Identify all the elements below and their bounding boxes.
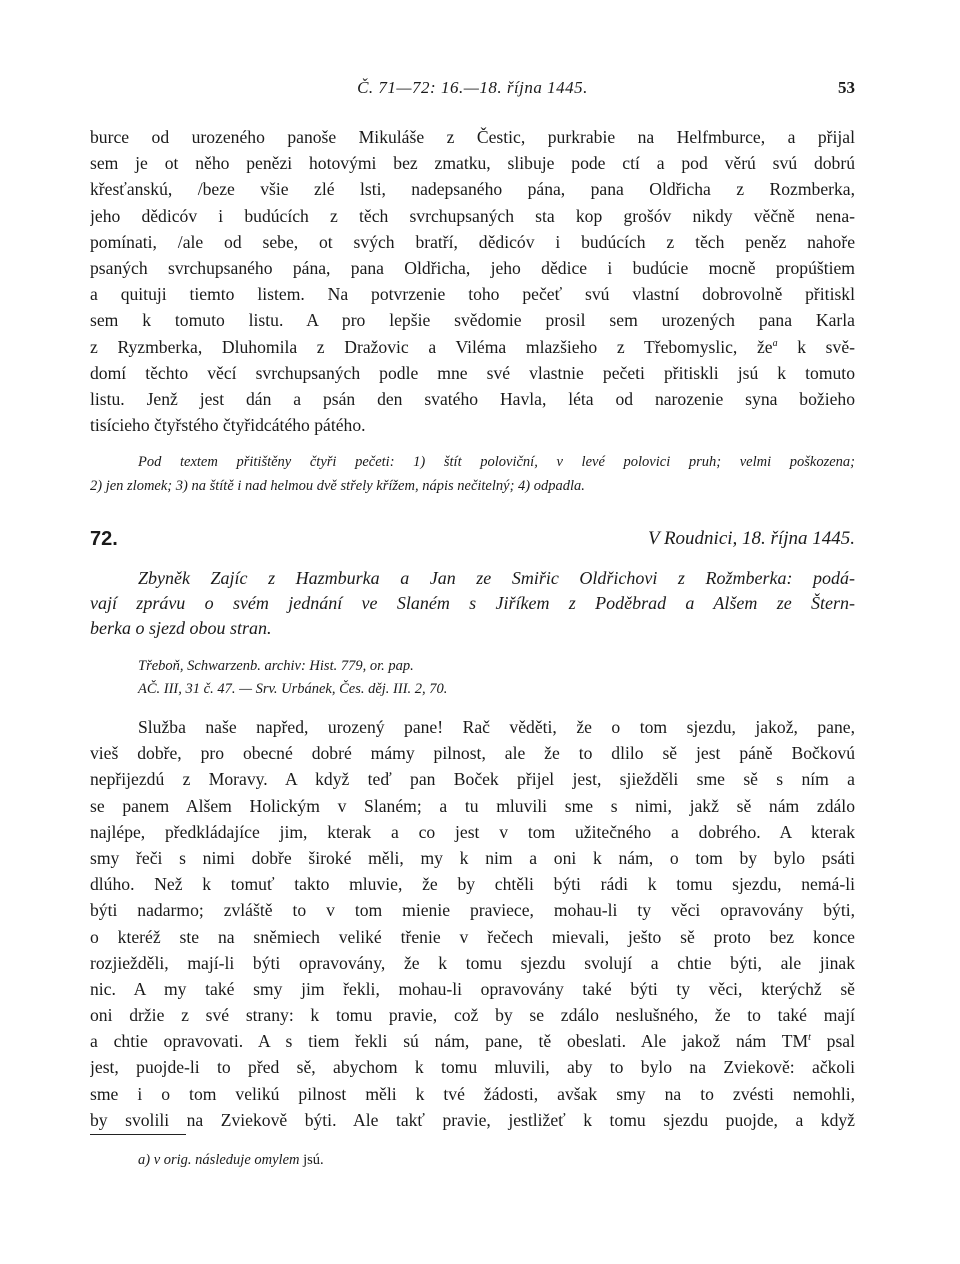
text-line: najlépe, předkládajíce jim, kterak a co jest v tom užitečného a dobrého. A kterak bbox=[90, 821, 855, 842]
footnote-word: jsú. bbox=[303, 1152, 324, 1168]
text-line: jeho dědicóv i budúcích z těch svrchupsaných sta kop grošóv nikdy věčně nena- bbox=[90, 205, 855, 226]
text-line: pomínati, /ale od sebe, ot svých bratří, dědicóv i budúcích z těch peněz nahoře bbox=[90, 231, 855, 252]
footnote-ref: a bbox=[772, 337, 778, 349]
text-segment: z Ryzmberka, Dluhomila z Dražovic a Viléma mlazšieho z Třebomyslic, že bbox=[90, 336, 773, 357]
seal-note-line: Pod textem přitištěny čtyři pečeti: 1) štít poloviční, v levé polovici pruh; velmi poškozena; bbox=[138, 454, 855, 470]
running-head-title: Č. 71—72: 16.—18. října 1445. bbox=[357, 78, 588, 97]
text-line: oni držie z své strany: k tomu pravie, což by se zdálo neslušného, že to také mají bbox=[90, 1005, 855, 1026]
superscript: t bbox=[808, 1032, 811, 1044]
text-line-with-note bbox=[90, 334, 855, 360]
text-line: jest, puojde-li to před sě, abychom k tomu mluvili, aby to bylo na Zviekově: ačkoli bbox=[90, 1057, 855, 1078]
previous-document-text bbox=[90, 124, 855, 438]
text-line: burce od urozeného panoše Mikuláše z Čestic, purkrabie na Helfmburce, a přijal bbox=[90, 127, 855, 147]
text-line-with-note bbox=[90, 1028, 855, 1054]
footnote-divider bbox=[90, 1134, 186, 1135]
document-text bbox=[90, 714, 855, 1133]
text-line: Služba naše napřed, urozený pane! Rač věděti, že o tom sjezdu, jakož, pane, bbox=[138, 717, 855, 737]
text-line: psaných svrchupsaného pána, pana Oldřicha, jeho dědice i budúcie mocně propúštiem bbox=[90, 257, 855, 278]
text-line: tisícieho čtyřstého čtyřidcátého pátého. bbox=[90, 415, 366, 436]
page-number: 53 bbox=[838, 78, 855, 97]
text-segment: psal bbox=[810, 1031, 855, 1052]
footnote bbox=[138, 1150, 838, 1170]
text-line: listu. Jenž jest dán a psán den svatého Havla, léta od narozenie syna božieho bbox=[90, 388, 855, 409]
text-line: o kteréž ste na sněmiech veliké třenie v řečech mievali, ješto sě proto bez konce bbox=[90, 926, 855, 947]
text-line: se panem Alšem Holickým v Slaném; a tu mluvili sme s nimi, jakž sě nám zdálo bbox=[90, 795, 855, 816]
text-line: sem je ot něho penězi hotovými bez zmatku, slibuje pode ctí a pod věrú svú dobrú bbox=[90, 153, 855, 174]
document-header bbox=[90, 528, 855, 556]
running-head bbox=[90, 78, 855, 102]
regest-line: Zbyněk Zajíc z Hazmburka a Jan ze Smiřic Oldřichovi z Rožmberka: podá- bbox=[138, 568, 855, 588]
document-regest bbox=[90, 566, 855, 641]
document-place-date: V Roudnici, 18. října 1445. bbox=[647, 528, 855, 549]
source-line: Třeboň, Schwarzenb. archiv: Hist. 779, or. pap. bbox=[138, 658, 414, 674]
footnote-text: a) v orig. následuje omylem bbox=[138, 1152, 300, 1168]
text-line: sme i o tom velikú pilnost měli k tvé žádosti, avšak smy na to zvésti nemohli, bbox=[90, 1083, 855, 1104]
text-line: smy řeči s nimi dobře široké měli, my k nim a oni k nám, o tom by bylo psáti bbox=[90, 847, 855, 868]
text-line: sem k tomuto listu. A pro lepšie svědomie prosil sem urozených pana Karla bbox=[90, 310, 855, 331]
text-line: nic. A my také smy jim řekli, mohau-li opravovány také býti ty věci, kterýchž sě bbox=[90, 978, 855, 999]
regest-line: vají zprávu o svém jednání ve Slaném s Jiříkem z Poděbrad a Alšem ze Štern- bbox=[90, 593, 855, 613]
text-line: domí těchto věcí svrchupsaných podle mne své vlastnie pečeti přitiskli jsú k tomuto bbox=[90, 362, 855, 383]
seal-note-line: 2) jen zlomek; 3) na štítě i nad helmou dvě střely křížem, nápis nečitelný; 4) odpadla. bbox=[90, 478, 585, 494]
text-line: nepřijezdú z Moravy. A když teď pan Boček přijel jest, sjiežděli sme sě s ním a bbox=[90, 769, 855, 790]
text-line: rozjiežděli, mají-li býti opravovány, že k tomu sjezdu svolují a chtie býti, ale jinak bbox=[90, 952, 855, 973]
text-segment: a chtie opravovati. A s tiem řekli sú nám, pane, tě obeslati. Ale jakož nám TM bbox=[90, 1031, 809, 1052]
source-line: AČ. III, 31 č. 47. — Srv. Urbánek, Čes. děj. III. 2, 70. bbox=[138, 681, 448, 697]
text-segment: k svě- bbox=[777, 336, 855, 357]
document-number: 72. bbox=[90, 528, 118, 550]
text-line: by svolili na Zviekově býti. Ale takť pravie, jestližeť k tomu sjezdu puojde, a když bbox=[90, 1109, 855, 1130]
text-line: dlúho. Než k tomuť takto mluvie, že by chtěli býti rádi k tomu sjezdu, nemá-li bbox=[90, 874, 855, 895]
document-source bbox=[138, 655, 838, 701]
regest-line: berka o sjezd obou stran. bbox=[90, 618, 272, 638]
text-line: křesťanskú, /beze všie zlé lsti, nadepsaného pána, pana Oldřicha z Rozmberka, bbox=[90, 179, 855, 200]
text-line: vieš dobře, pro obecné dobré mámy pilnost, ale že to dlilo sě jest páně Bočkovú bbox=[90, 743, 855, 764]
text-line: a quituji tiemto listem. Na potvrzenie toho pečeť svú vlastní dobrovolně přitiskl bbox=[90, 284, 855, 305]
text-line: býti nadarmo; zvláště to v tom mienie praviece, mohau-li ty věci opravovány býti, bbox=[90, 900, 855, 921]
seal-note bbox=[90, 450, 855, 498]
